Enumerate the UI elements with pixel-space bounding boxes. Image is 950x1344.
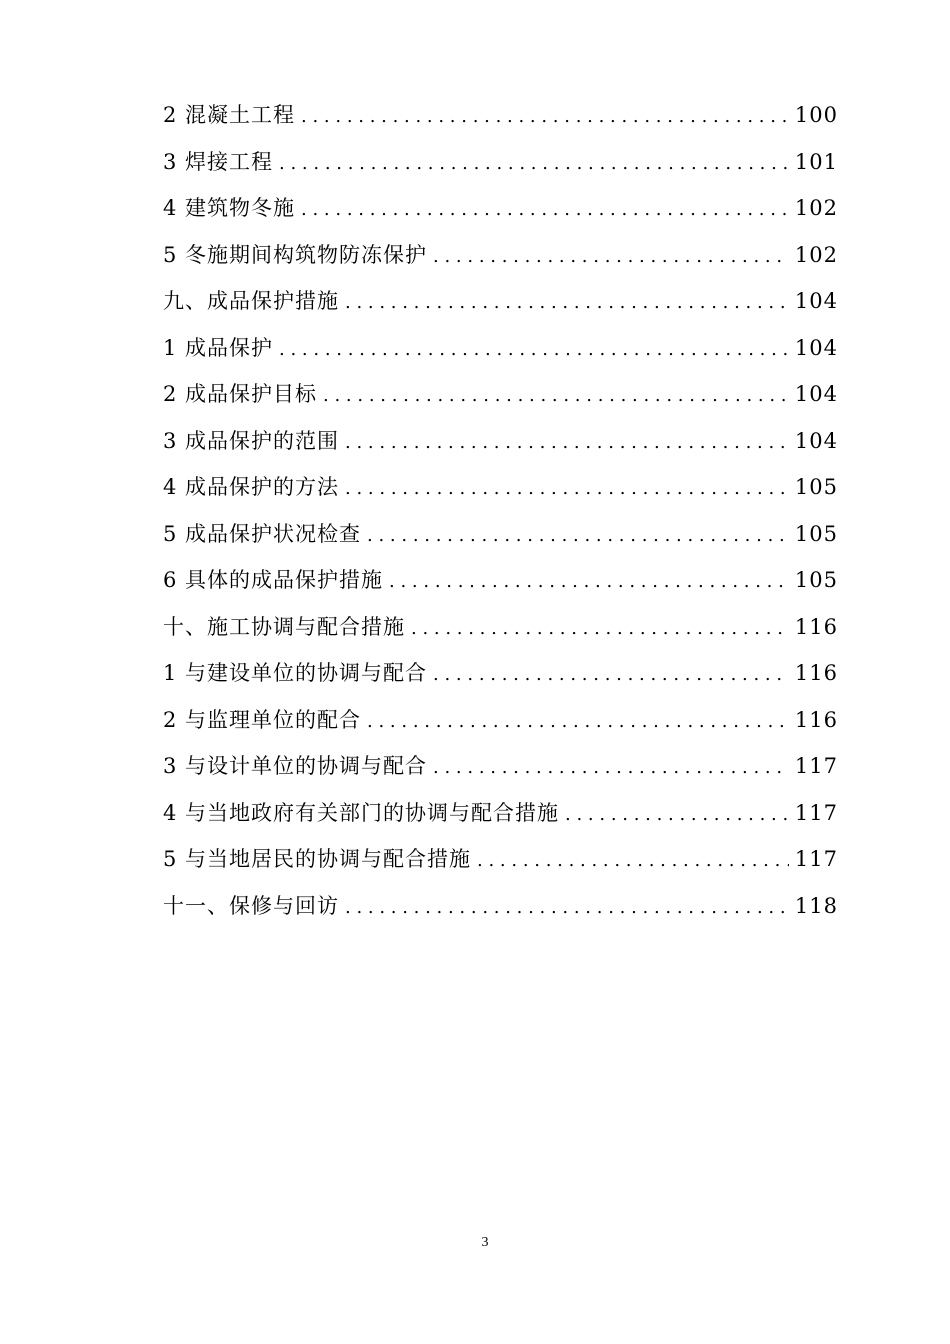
toc-dot-leader xyxy=(279,141,789,188)
toc-dot-leader xyxy=(345,466,789,513)
toc-dot-leader xyxy=(323,373,789,420)
toc-entry[interactable] xyxy=(163,371,838,418)
toc-dot-leader xyxy=(367,513,789,560)
toc-entry-title: 3 成品保护的范围 xyxy=(163,428,340,453)
toc-entry[interactable] xyxy=(163,278,838,325)
toc-dot-leader xyxy=(345,885,789,932)
toc-entry-title: 十一、保修与回访 xyxy=(163,893,339,918)
toc-entry-title: 4 成品保护的方法 xyxy=(163,475,340,499)
toc-entry[interactable] xyxy=(163,697,838,744)
toc-dot-leader xyxy=(433,234,789,281)
toc-entry-title: 5 成品保护状况检查 xyxy=(163,521,362,546)
toc-entry-page: 105 xyxy=(794,568,838,592)
toc-entry-page: 117 xyxy=(794,754,838,778)
toc-entry-page: 105 xyxy=(794,475,838,499)
toc-entry-title: 2 成品保护目标 xyxy=(163,382,318,406)
toc-entry-title: 九、成品保护措施 xyxy=(163,289,339,313)
toc-dot-leader xyxy=(433,652,789,699)
toc-entry-title: 4 与当地政府有关部门的协调与配合措施 xyxy=(163,800,560,825)
toc-dot-leader xyxy=(433,745,789,792)
toc-entry-page: 100 xyxy=(794,103,838,127)
toc-entry-title: 1 与建设单位的协调与配合 xyxy=(163,661,428,685)
toc-entry-title: 1 成品保护 xyxy=(163,335,274,360)
toc-entry[interactable] xyxy=(163,325,838,372)
toc-entry[interactable] xyxy=(163,836,838,883)
page-number: 3 xyxy=(481,1235,489,1250)
toc-entry[interactable] xyxy=(163,511,838,558)
toc-dot-leader xyxy=(345,280,789,327)
toc-entry-page: 104 xyxy=(794,289,838,313)
toc-entry[interactable] xyxy=(163,92,838,139)
toc-dot-leader xyxy=(477,838,789,885)
toc-entry-page: 116 xyxy=(794,614,838,639)
toc-entry-page: 102 xyxy=(794,196,838,220)
toc-entry-title: 6 具体的成品保护措施 xyxy=(163,568,384,592)
toc-entry-page: 104 xyxy=(794,382,838,406)
toc-entry-page: 102 xyxy=(794,242,838,267)
toc-dot-leader xyxy=(279,327,789,374)
toc-entry-page: 116 xyxy=(794,707,838,732)
toc-dot-leader xyxy=(411,606,789,653)
toc-entry-title: 3 焊接工程 xyxy=(163,149,274,174)
toc-entry[interactable] xyxy=(163,883,838,930)
toc-entry[interactable] xyxy=(163,650,838,697)
toc-entry[interactable] xyxy=(163,185,838,232)
toc-entry-page: 117 xyxy=(794,800,838,825)
toc-dot-leader xyxy=(367,699,789,746)
toc-entry[interactable] xyxy=(163,790,838,837)
toc-entry-title: 5 冬施期间构筑物防冻保护 xyxy=(163,242,428,267)
toc-entry-title: 十、施工协调与配合措施 xyxy=(163,614,405,639)
toc-entry-title: 2 混凝土工程 xyxy=(163,103,296,127)
toc-entry[interactable] xyxy=(163,743,838,790)
toc-entry-page: 118 xyxy=(794,893,838,918)
toc-dot-leader xyxy=(345,420,789,467)
toc-entry[interactable] xyxy=(163,418,838,465)
toc-entry-page: 105 xyxy=(794,521,838,546)
toc-dot-leader xyxy=(301,94,789,141)
toc-dot-leader xyxy=(301,187,789,234)
toc-dot-leader xyxy=(565,792,789,839)
toc-entry-title: 5 与当地居民的协调与配合措施 xyxy=(163,847,472,871)
toc-entry-page: 101 xyxy=(794,149,838,174)
toc-dot-leader xyxy=(389,559,789,606)
toc-entry[interactable] xyxy=(163,232,838,279)
toc-entry-title: 4 建筑物冬施 xyxy=(163,196,296,220)
table-of-contents xyxy=(163,92,838,929)
toc-entry[interactable] xyxy=(163,557,838,604)
toc-entry[interactable] xyxy=(163,464,838,511)
toc-entry[interactable] xyxy=(163,139,838,186)
toc-entry-title: 3 与设计单位的协调与配合 xyxy=(163,754,428,778)
toc-entry-page: 104 xyxy=(794,428,838,453)
toc-entry-page: 104 xyxy=(794,335,838,360)
toc-entry-page: 117 xyxy=(794,847,838,871)
toc-entry-page: 116 xyxy=(794,661,838,685)
toc-entry[interactable] xyxy=(163,604,838,651)
toc-entry-title: 2 与监理单位的配合 xyxy=(163,707,362,732)
